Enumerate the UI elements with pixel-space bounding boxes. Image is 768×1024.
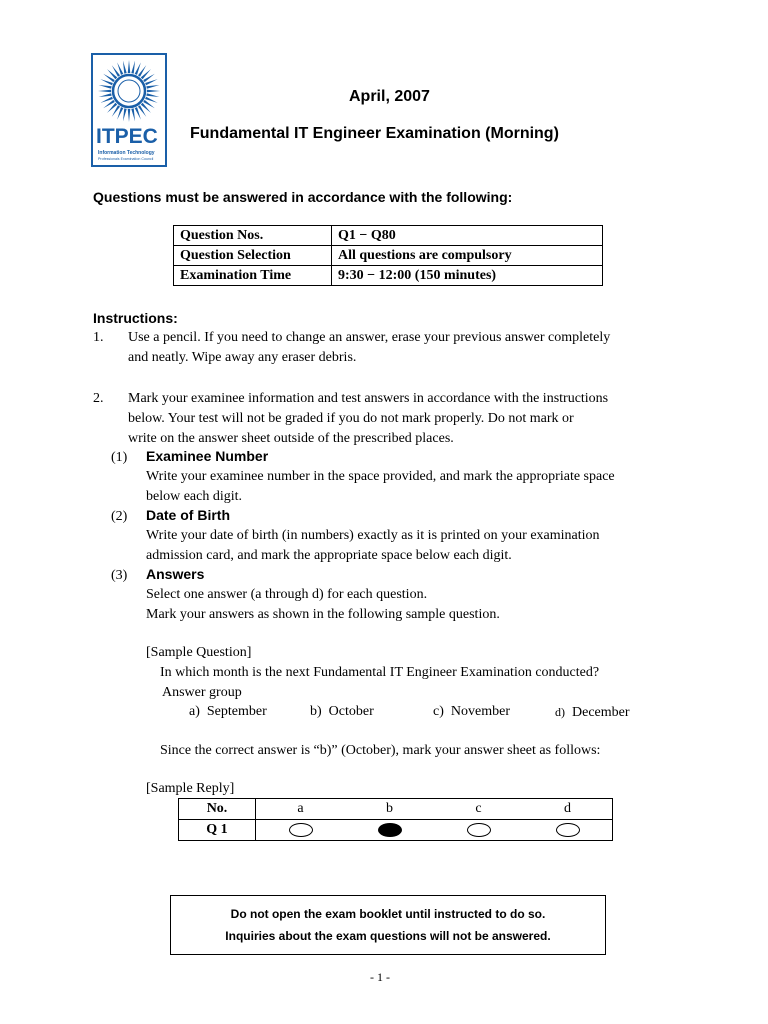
sub-3-line-2: Mark your answers as shown in the following sample question. [146,607,500,622]
sub-1-title: Examinee Number [146,448,269,464]
sub-3-number: (3) [111,568,128,583]
option-a [189,702,267,722]
column-header-a: a [256,799,346,820]
answer-bubble-c[interactable] [467,823,491,837]
item-2-line-2: below. Your test will not be graded if you do not mark properly. Do not mark or [128,411,574,426]
logo-subtitle-2: Professionals Examination Council [98,157,154,161]
option-d [555,702,630,723]
rule-value: Q1 − Q80 [332,226,603,246]
table-row [174,246,603,266]
item-2-number: 2. [93,391,104,406]
explanation-text: Since the correct answer is “b)” (October), mark your answer sheet as follows: [160,743,601,758]
sun-emblem-icon [93,55,165,165]
item-2-line-1: Mark your examinee information and test answers in accordance with the instructions [128,391,609,406]
rule-value: 9:30 − 12:00 (150 minutes) [332,266,603,286]
option-letter: d) [555,705,565,719]
answer-bubble-b[interactable] [378,823,402,837]
item-1-line-1: Use a pencil. If you need to change an answer, erase your previous answer completely [128,330,611,345]
option-text: December [572,705,630,720]
logo-wordmark: ITPEC [96,125,158,148]
page-number: - 1 - [370,970,390,984]
column-header-b: b [345,799,434,820]
option-text: November [450,704,510,719]
logo-subtitle-1: Information Technology [98,150,155,156]
rule-value: All questions are compulsory [332,246,603,266]
answer-bubble-a[interactable] [289,823,313,837]
option-letter: b) [310,704,322,719]
option-text: October [328,704,374,719]
sample-reply-table [178,798,613,841]
sample-question-text: In which month is the next Fundamental IT Engineer Examination conducted? [160,665,600,680]
option-letter: a) [189,704,200,719]
sub-2-title: Date of Birth [146,507,230,523]
notice-line-2: Inquiries about the exam questions will not be answered. [225,929,551,943]
notice-line-1: Do not open the exam booklet until instructed to do so. [230,907,546,921]
table-row [174,266,603,286]
sub-1-number: (1) [111,450,128,465]
column-header-d: d [523,799,613,820]
sample-question-heading: [Sample Question] [146,645,252,660]
sub-2-line-1: Write your date of birth (in numbers) exactly as it is printed on your examination [146,528,600,543]
option-text: September [206,704,267,719]
no-header: No. [179,799,256,820]
table-row [179,799,613,820]
sample-reply-heading: [Sample Reply] [146,781,235,796]
table-row [179,820,613,841]
option-letter: c) [433,704,444,719]
item-2-line-3: write on the answer sheet outside of the prescribed places. [128,431,454,446]
rules-table [173,225,603,286]
option-c [433,702,510,722]
requirements-heading: Questions must be answered in accordance with the following: [93,189,513,205]
item-1-number: 1. [93,330,104,345]
rule-label: Examination Time [174,266,332,286]
answer-bubble-d[interactable] [556,823,580,837]
option-b [310,702,374,722]
notice-box [170,895,606,955]
sub-1-line-1: Write your examinee number in the space provided, and mark the appropriate space [146,469,615,484]
sub-3-title: Answers [146,566,205,582]
sub-1-line-2: below each digit. [146,489,243,504]
exam-title: Fundamental IT Engineer Examination (Morning) [190,125,559,142]
rule-label: Question Nos. [174,226,332,246]
item-1-line-2: and neatly. Wipe away any eraser debris. [128,350,357,365]
row-label: Q 1 [179,820,256,841]
answer-group-label: Answer group [162,685,242,700]
rule-label: Question Selection [174,246,332,266]
itpec-logo [91,53,167,167]
sub-3-line-1: Select one answer (a through d) for each question. [146,587,428,602]
column-header-c: c [434,799,523,820]
instructions-heading: Instructions: [93,310,178,326]
sub-2-line-2: admission card, and mark the appropriate space below each digit. [146,548,512,563]
sub-2-number: (2) [111,509,128,524]
exam-date: April, 2007 [349,88,430,105]
table-row [174,226,603,246]
